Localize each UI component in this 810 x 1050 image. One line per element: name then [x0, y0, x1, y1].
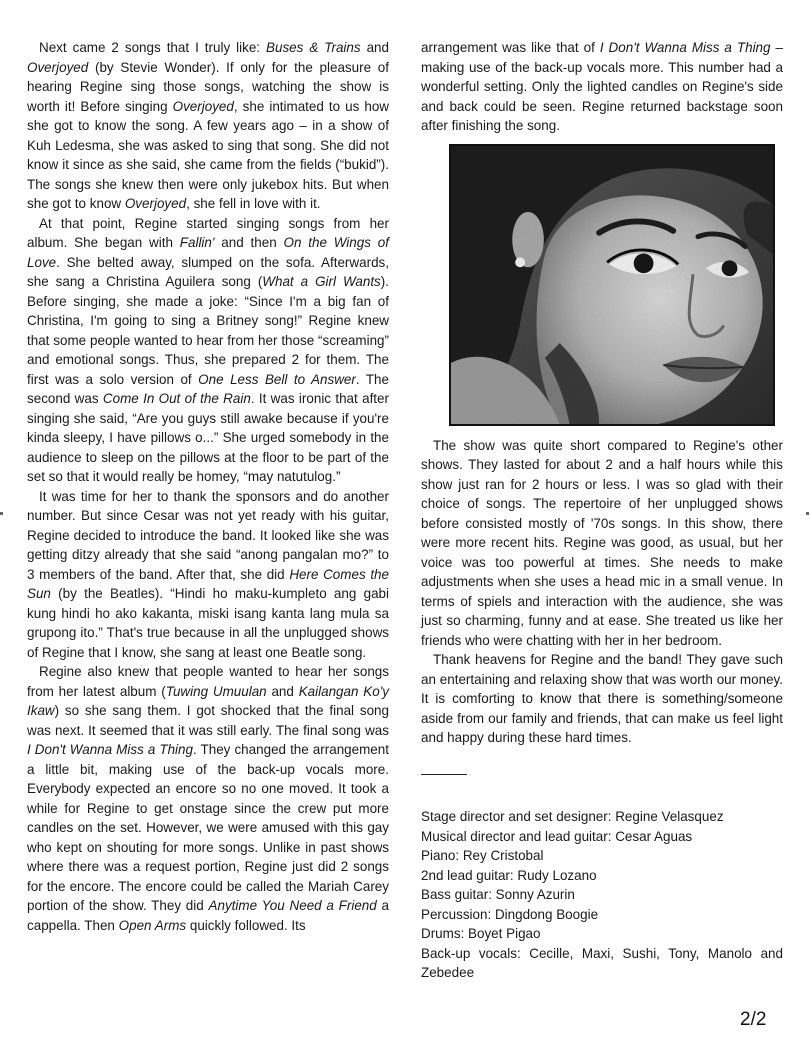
paragraph: The show was quite short compared to Regine's other shows. They lasted for about 2 and a half hours while this show just ran for 2 hours or less. I was so glad with their choice of songs. The repertoire of her unplugged shows before consisted mostly of '70s songs. In this show, there were more recent hits. Regine was good, as usual, but her voice was too powerful at times. She needs to make adjustments when she uses a head mic in a small venue. In terms of spiels and interaction with the audience, she was just so charming, funny and at ease. She treated us like her friends who were chatting with her in her bedroom.	[421, 437, 783, 648]
song-title: Anytime You Need a Friend	[208, 898, 377, 913]
credit-line: Piano: Rey Cristobal	[421, 848, 544, 863]
song-title: Tuwing Umuulan	[165, 683, 267, 699]
left-column	[27, 38, 389, 935]
song-title: One Less Bell to Answer	[198, 371, 356, 387]
credit-line: 2nd lead guitar: Rudy Lozano	[421, 867, 597, 883]
paragraph: At that point, Regine started singing songs from her album. She began with Fallin' and then On the Wings of Love. She belted away, slumped on the sofa. Afterwards, she sang a Christina Aguilera song (What a Girl Wants). Before singing, she made a joke: “Since I'm a big fan of Christina, I'm going to sing a Britney song!” Regine knew that some people wanted to hear from her those “screaming” and emotional songs. Thus, she prepared 2 for them. The first was a solo version of One Less Bell to Answer. The second was Come In Out of the Rain. It was ironic that after singing she said, “Are you guys still awake because if you're kinda sleepy, I have pillows o...” She urged somebody in the audience to sleep on the pillows at the floor to be part of the set so that it would really be homey, “may natutulog.”	[27, 215, 389, 484]
song-title: Overjoyed	[27, 59, 89, 75]
credit-line: Bass guitar: Sonny Azurin	[421, 887, 575, 902]
song-title: I Don't Wanna Miss a Thing	[27, 742, 193, 757]
portrait-photo	[449, 144, 775, 426]
song-title: Overjoyed	[172, 98, 234, 114]
credit-line: Stage director and set designer: Regine Velasquez	[421, 809, 724, 824]
paragraph: It was time for her to thank the sponsors and do another number. But since Cesar was not yet ready with his guitar, Regine decided to introduce the band. It looked like she was getting ditzy already that she said “anong pangalan mo?” to 3 members of the band. After that, she did Here Comes the Sun (by the Beatles). “Hindi ho maku-kumpleto ang gabi kung hindi ho ako kakanta, miski isang kanta lang mula sa grupong ito.” That's true because in all the unplugged shows of Regine that I know, she sang at least one Beatle song.	[27, 488, 390, 660]
song-title: Kailangan Ko'y Ikaw	[27, 683, 389, 718]
credit-line: Drums: Boyet Pigao	[421, 926, 541, 941]
song-title: What a Girl Wants	[262, 274, 381, 289]
paragraph-continued: arrangement was like that of I Don't Wanna Miss a Thing – making use of the back-up vocals more. This number had a wonderful setting. Only the lighted candles on Regine's side and back could be seen. Regine returned backstage soon after finishing the song.	[421, 40, 783, 133]
paragraph: Thank heavens for Regine and the band! They gave such an entertaining and relaxing show that was worth our money. It is comforting to know that there is something/someone aside from our family and friends, that can make us feel light and happy during these hard times.	[421, 652, 783, 745]
credit-line: Back-up vocals: Cecille, Maxi, Sushi, Tony, Manolo and Zebedee	[421, 945, 783, 980]
song-title: I Don't Wanna Miss a Thing	[599, 40, 771, 55]
credits-list	[421, 807, 783, 983]
paragraph: Next came 2 songs that I truly like: Buses & Trains and Overjoyed (by Stevie Wonder). If only for the pleasure of hearing Regine sing those songs, watching the show is worth it! Before singing Overjoyed, she intimated to us how she got to know the song. A few years ago – in a show of Kuh Ledesma, she was asked to sing that song. She did not know it since as she said, she came from the fields (“bukid”). The songs she knew then were only jukebox hits. But when she got to know Overjoyed, she fell in love with it.	[27, 40, 390, 211]
song-title: Come In Out of the Rain	[102, 391, 251, 406]
scan-mark	[0, 512, 3, 515]
scan-mark	[806, 512, 809, 515]
song-title: On the Wings of Love	[27, 235, 389, 270]
song-title: Buses & Trains	[266, 40, 361, 55]
paragraph: Regine also knew that people wanted to hear her songs from her latest album (Tuwing Umuulan and Kailangan Ko'y Ikaw) so she sang them. I got shocked that the final song was next. It seemed that it was still early. The final song was I Don't Wanna Miss a Thing. They changed the arrangement a little bit, making use of the back-up vocals more. Everybody expected an encore so no one moved. It took a while for Regine to get onstage since the crew put more candles on the set. However, we were amused with this gay who kept on shouting for more songs. Unlike in past shows where there was a request portion, Regine just did 2 songs for the encore. The encore could be called the Mariah Carey portion of the show. They did Anytime You Need a Friend a cappella. Then Open Arms quickly followed. Its	[27, 664, 389, 933]
right-column	[421, 38, 783, 983]
credit-line: Percussion: Dingdong Boogie	[421, 906, 599, 922]
song-title: Overjoyed	[124, 196, 187, 211]
page-number: 2/2	[740, 1009, 767, 1030]
separator-line	[421, 758, 783, 778]
song-title: Fallin'	[179, 235, 215, 250]
song-title: Here Comes the Sun	[27, 566, 390, 601]
song-title: Open Arms	[118, 917, 187, 933]
credit-line: Musical director and lead guitar: Cesar Aguas	[421, 828, 693, 844]
